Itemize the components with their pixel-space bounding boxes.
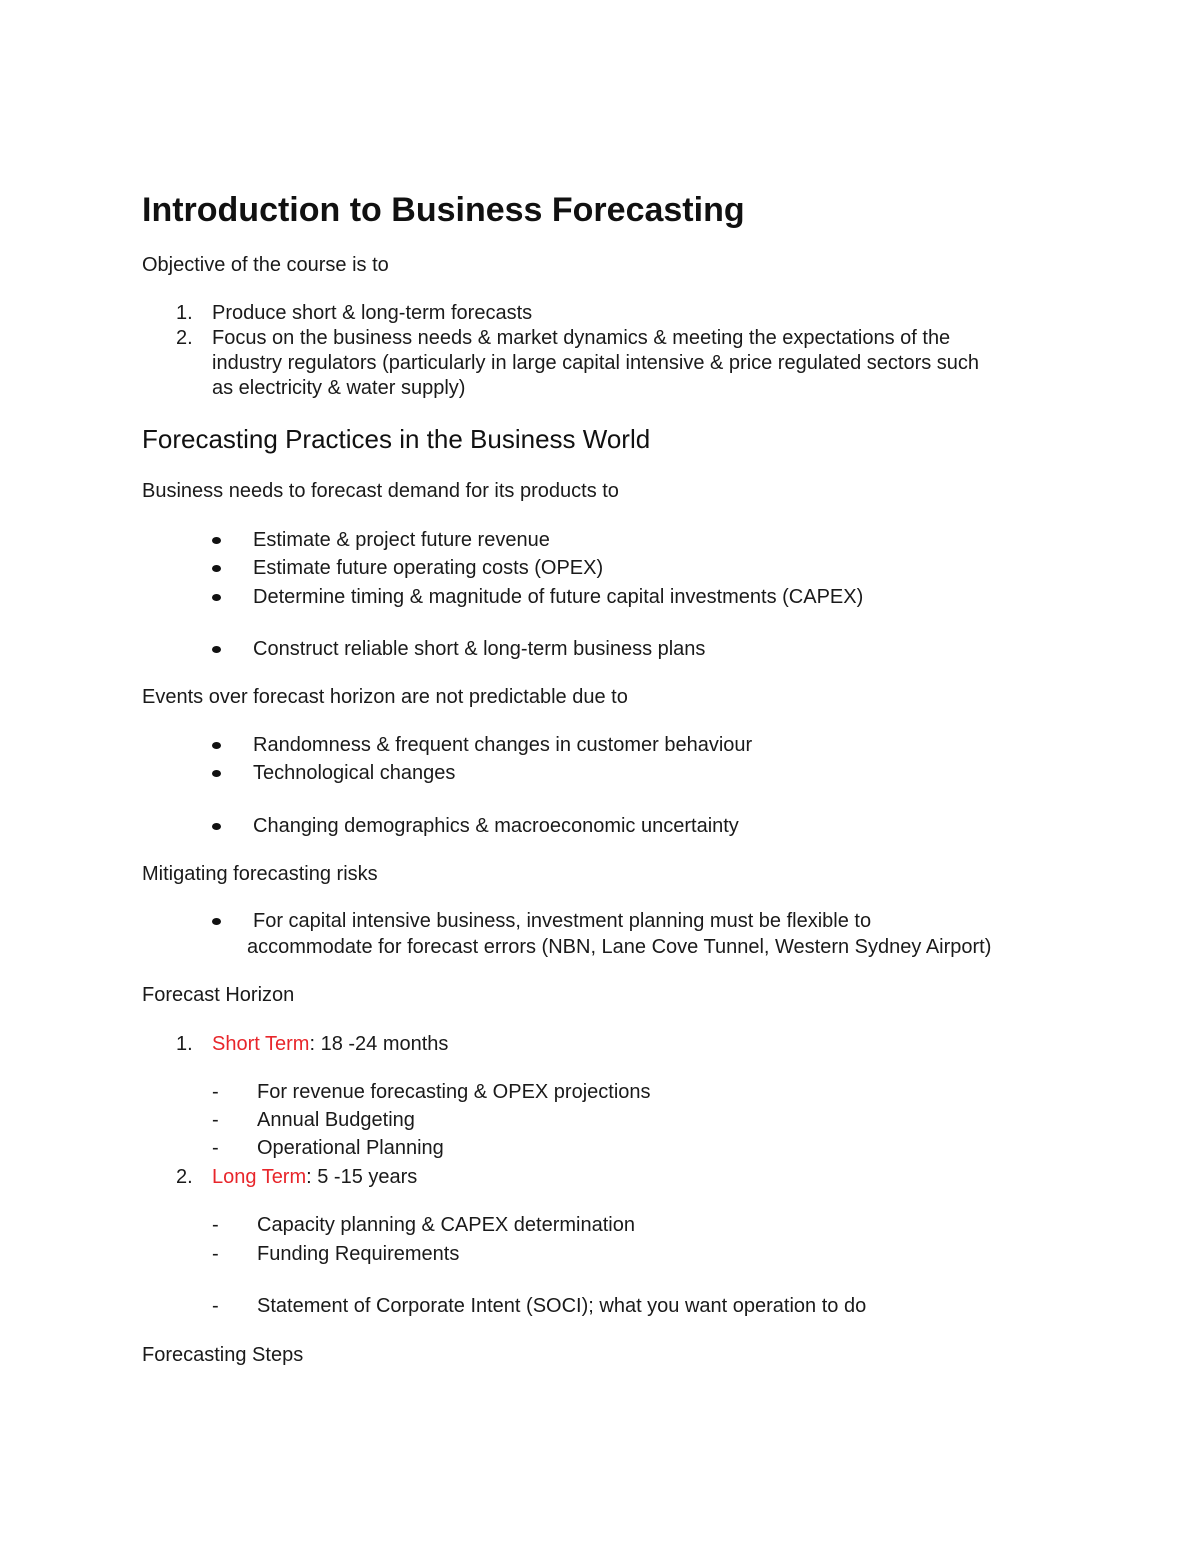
steps-intro: Forecasting Steps — [142, 1344, 304, 1366]
objective-item-2-line-3: as electricity & water supply) — [212, 377, 466, 399]
demand-item-2: Estimate future operating costs (OPEX) — [253, 557, 604, 579]
objective-item-1-text: Produce short & long-term forecasts — [212, 302, 533, 324]
horizon-1-subitem-1: For revenue forecasting & OPEX projections — [257, 1081, 651, 1103]
horizon-item-1-label: Short Term — [212, 1033, 310, 1055]
horizon-item-2-number: 2. — [176, 1166, 193, 1188]
horizon-2-subitem-3: Statement of Corporate Intent (SOCI); what you want operation to do — [257, 1295, 867, 1317]
events-intro: Events over forecast horizon are not predictable due to — [142, 686, 628, 708]
horizon-item-2 — [212, 1165, 417, 1190]
bullet-icon — [212, 537, 221, 544]
objective-item-2-number: 2. — [176, 327, 193, 349]
demand-item-4: Construct reliable short & long-term business plans — [253, 638, 706, 660]
bullet-icon — [212, 742, 221, 749]
horizon-2-subitem-1: Capacity planning & CAPEX determination — [257, 1214, 635, 1236]
demand-item-3: Determine timing & magnitude of future capital investments (CAPEX) — [253, 586, 864, 608]
bullet-icon — [212, 918, 221, 925]
events-item-1: Randomness & frequent changes in customer behaviour — [253, 734, 753, 756]
horizon-1-subitem-3: Operational Planning — [257, 1137, 444, 1159]
bullet-icon — [212, 594, 221, 601]
dash-icon: - — [212, 1137, 219, 1159]
dash-icon: - — [212, 1295, 219, 1317]
events-item-3: Changing demographics & macroeconomic uncertainty — [253, 815, 739, 837]
objective-item-2-line-2: industry regulators (particularly in large capital intensive & price regulated sectors such — [212, 352, 980, 374]
mitigating-item-1-line-1: For capital intensive business, investment planning must be flexible to — [253, 910, 872, 932]
document-title: Introduction to Business Forecasting — [142, 191, 745, 229]
objective-intro: Objective of the course is to — [142, 254, 389, 276]
horizon-intro: Forecast Horizon — [142, 984, 295, 1006]
horizon-item-2-label: Long Term — [212, 1166, 307, 1188]
horizon-item-2-value: : 5 -15 years — [306, 1166, 418, 1188]
events-item-2: Technological changes — [253, 762, 456, 784]
bullet-icon — [212, 770, 221, 777]
dash-icon: - — [212, 1214, 219, 1236]
bullet-icon — [212, 565, 221, 572]
horizon-item-1 — [212, 1032, 448, 1057]
horizon-2-subitem-2: Funding Requirements — [257, 1243, 460, 1265]
mitigating-intro: Mitigating forecasting risks — [142, 863, 378, 885]
dash-icon: - — [212, 1243, 219, 1265]
horizon-item-1-number: 1. — [176, 1033, 193, 1055]
bullet-icon — [212, 646, 221, 653]
demand-intro: Business needs to forecast demand for its products to — [142, 480, 619, 502]
mitigating-item-1-line-2: accommodate for forecast errors (NBN, Lane Cove Tunnel, Western Sydney Airport) — [247, 936, 992, 958]
demand-item-1: Estimate & project future revenue — [253, 529, 550, 551]
objective-item-1-number: 1. — [176, 302, 193, 324]
horizon-1-subitem-2: Annual Budgeting — [257, 1109, 415, 1131]
objective-item-2-line-1: Focus on the business needs & market dynamics & meeting the expectations of the — [212, 327, 951, 349]
dash-icon: - — [212, 1109, 219, 1131]
dash-icon: - — [212, 1081, 219, 1103]
section-heading-practices: Forecasting Practices in the Business World — [142, 424, 651, 454]
bullet-icon — [212, 823, 221, 830]
horizon-item-1-value: : 18 -24 months — [309, 1033, 449, 1055]
